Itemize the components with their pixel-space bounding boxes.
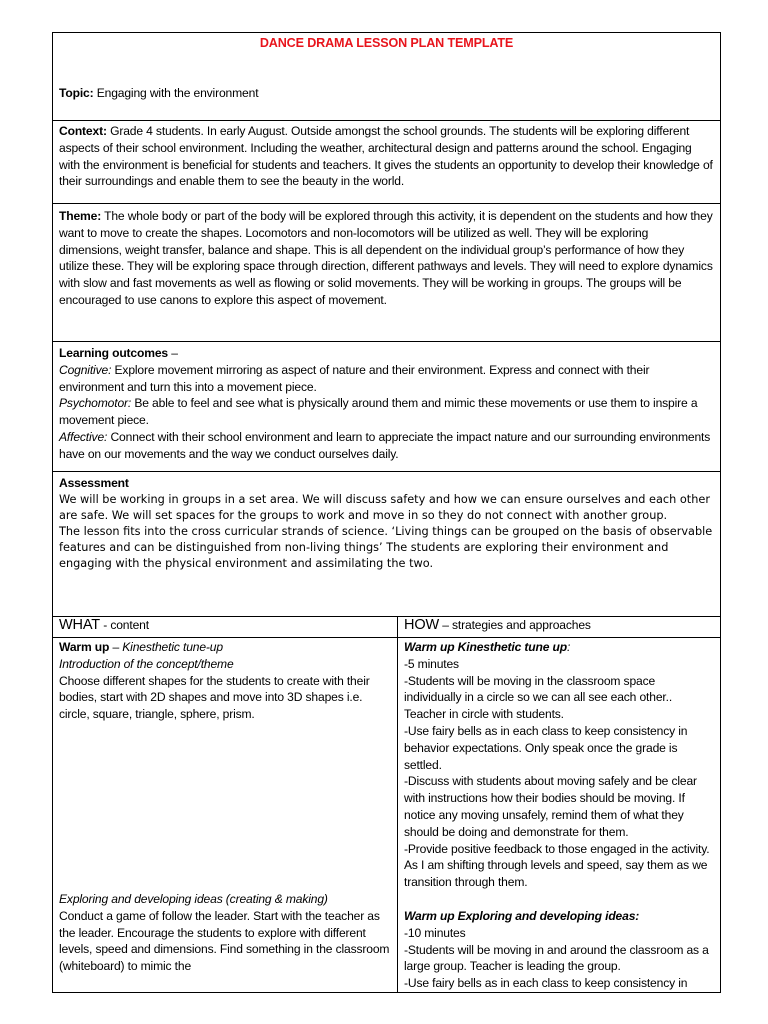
activities-row: [53, 638, 721, 993]
assessment-paragraph-2: The lesson fits into the cross curricular strands of science. ‘Living things can be grouped on the basis of observable features and can be distinguished from non-living things’ The students are exploring their environment and engaging with the physical environment and assimilating the two.: [59, 524, 713, 570]
theme-label: Theme:: [59, 209, 102, 223]
what-column-cell: [53, 638, 398, 993]
warmup-how-line: -Provide positive feedback to those engaged in the activity. As I am shifting through levels and speed, say them as we transition through them.: [404, 841, 710, 890]
topic-label: Topic:: [59, 85, 94, 100]
topic-value: Engaging with the environment: [96, 85, 259, 100]
warmup-dash: –: [112, 640, 120, 654]
learning-outcomes-label: Learning outcomes: [59, 346, 168, 360]
context-row: [53, 121, 721, 204]
title-topic-row: [53, 33, 721, 121]
warmup-how-line: -5 minutes: [404, 656, 459, 671]
warmup-intro: Introduction of the concept/theme: [59, 656, 234, 671]
how-column-header: [398, 617, 721, 638]
exploring-what-heading: Exploring and developing ideas (creating & making): [59, 891, 328, 906]
context-label: Context:: [59, 124, 107, 138]
theme-paragraph: [59, 208, 714, 309]
theme-row: [53, 204, 721, 342]
psychomotor-outcome: [59, 395, 714, 429]
what-column-header: [53, 617, 398, 638]
lesson-plan-page: [52, 32, 720, 993]
warmup-subtitle: Kinesthetic tune-up: [122, 640, 223, 654]
assessment-label: Assessment: [59, 476, 129, 490]
learning-outcomes-heading: [59, 345, 714, 362]
what-sublabel: - content: [103, 618, 149, 632]
context-text: Grade 4 students. In early August. Outside amongst the school grounds. The students will be exploring different aspects of their school environment. Including the weather, architectural design and patterns around the school. Engaging with the environment is beneficial for students and teachers. It gives the students an opportunity to develop their knowledge of their surroundings and enable them to see the beauty in the world.: [59, 124, 713, 189]
warmup-label: Warm up: [59, 640, 110, 654]
warmup-what-text: Choose different shapes for the students to create with their bodies, start with 2D shapes and move into 3D shapes i.e. circle, square, triangle, sphere, prism.: [59, 673, 370, 722]
warmup-what-heading: [59, 639, 391, 656]
affective-label: Affective:: [59, 429, 108, 444]
how-column-cell: [398, 638, 721, 993]
cognitive-text: Explore movement mirroring as aspect of nature and their environment. Express and connect with their environment and turn this into a movement piece.: [59, 362, 650, 394]
affective-text: Connect with their school environment and learn to appreciate the impact nature and our surrounding environments have on our movements and the way we conduct ourselves daily.: [59, 429, 711, 461]
exploring-how-line: -10 minutes: [404, 925, 466, 940]
warmup-how-colon: :: [567, 640, 571, 654]
exploring-what-text: Conduct a game of follow the leader. Start with the teacher as the leader. Encourage the students to explore with different levels, speed and dimensions. Find something in the classroom (whiteboard) to mimic the: [59, 908, 390, 974]
theme-text: The whole body or part of the body will be explored through this activity, it is dependent on the students and how they want to move to create the shapes. Locomotors and non-locomotors will be utilized as well. They will be exploring dimensions, weight transfer, balance and shape. This is all dependent on the individual group’s performance of how they utilize these. They will be exploring space through direction, different pathways and levels. They will need to explore dynamics with slow and fast movements as well as flowing or solid movements. They will be working in groups. The groups will be encouraged to use canons to explore this aspect of movement.: [59, 209, 713, 307]
how-label: HOW: [404, 617, 439, 633]
column-header-row: [53, 617, 721, 638]
learning-outcomes-row: [53, 342, 721, 472]
exploring-how-line: -Use fairy bells as in each class to keep consistency in: [404, 976, 688, 991]
learning-outcomes-dash: –: [171, 346, 178, 360]
context-paragraph: [59, 123, 714, 190]
how-sublabel: – strategies and approaches: [442, 618, 591, 632]
cognitive-label: Cognitive:: [59, 362, 112, 377]
cognitive-outcome: [59, 362, 714, 396]
assessment-paragraph-1: We will be working in groups in a set area. We will discuss safety and how we can ensure ourselves and each other are safe. We will set spaces for the groups to work and move in so they do not connect with another group.: [59, 492, 710, 522]
warmup-how-heading: [404, 639, 714, 656]
exploring-how-heading: Warm up Exploring and developing ideas:: [404, 908, 640, 923]
warmup-how-line: -Use fairy bells as in each class to keep consistency in behavior expectations. Only speak once the grade is settled.: [404, 723, 688, 772]
warmup-how-line: -Students will be moving in the classroom space individually in a circle so we can all see each other.. Teacher in circle with students.: [404, 673, 673, 722]
what-label: WHAT: [59, 617, 101, 633]
document-title: DANCE DRAMA LESSON PLAN TEMPLATE: [259, 36, 514, 50]
assessment-row: [53, 472, 721, 617]
warmup-how-line: -Discuss with students about moving safely and be clear with instructions how their bodies should be moving. If notice any moving unsafely, remind them of what they should be doing and demonstrate for them.: [404, 774, 697, 839]
warmup-how-title: Warm up Kinesthetic tune up: [404, 640, 568, 654]
topic-line: [59, 85, 714, 102]
exploring-how-line: -Students will be moving in and around the classroom as a large group. Teacher is leading the group.: [404, 942, 709, 974]
lesson-plan-table: [52, 32, 721, 993]
psychomotor-text: Be able to feel and see what is physically around them and mimic these movements or use them to inspire a movement piece.: [59, 396, 698, 428]
psychomotor-label: Psychomotor:: [59, 396, 132, 411]
affective-outcome: [59, 429, 714, 463]
